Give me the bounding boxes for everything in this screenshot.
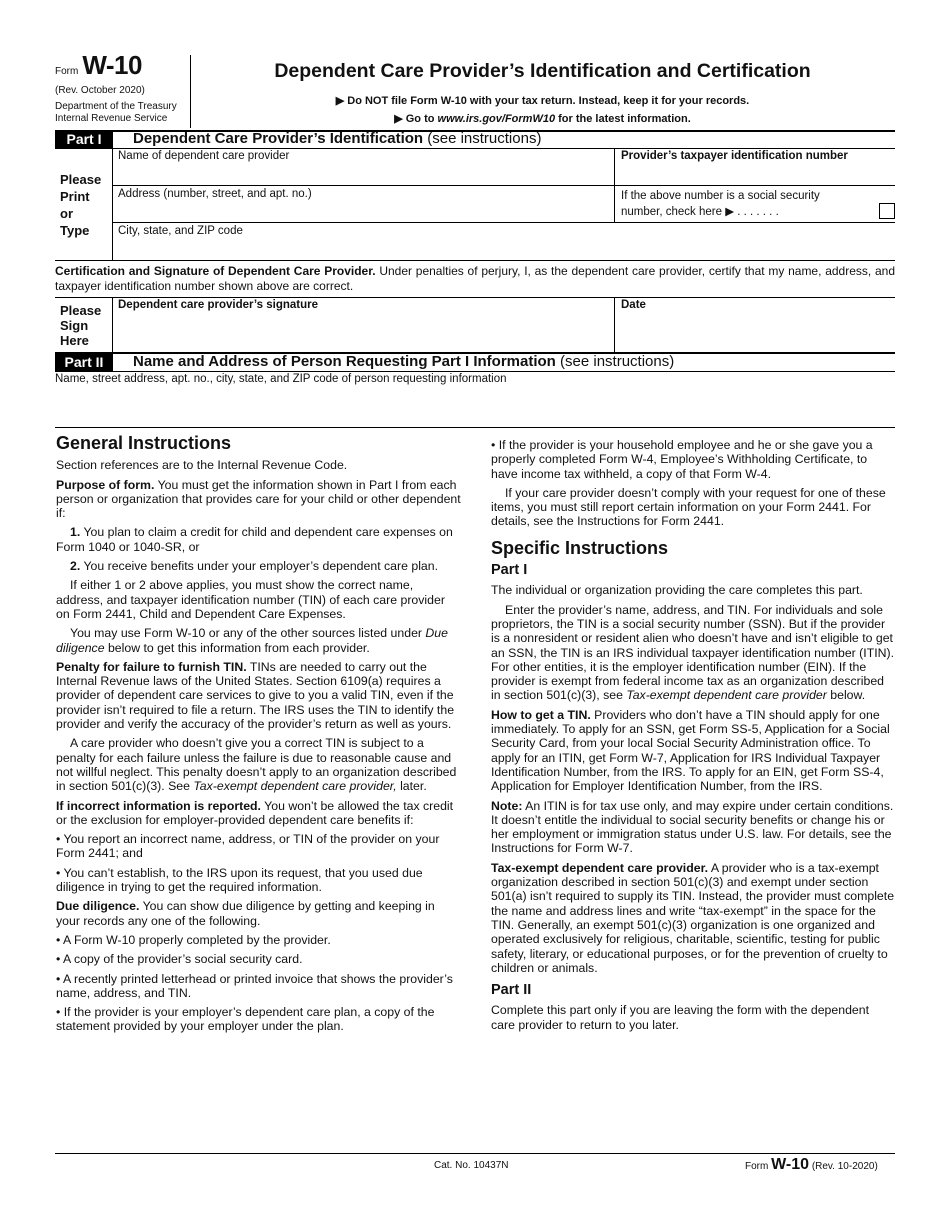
part2-title: [133, 353, 674, 370]
print-type-side-label: [60, 171, 101, 239]
instruction-prefix: ▶ Go to: [394, 113, 438, 125]
revision-date: (Rev. October 2020): [55, 85, 145, 96]
form-number: W-10: [82, 50, 142, 80]
side-word: Type: [60, 223, 90, 238]
instruction-suffix: for the latest information.: [555, 113, 691, 125]
ssn-checkbox[interactable]: [879, 203, 895, 219]
side-word: or: [60, 206, 73, 221]
bullet: • If the provider is your employer’s dependent care plan, a copy of the statement provided by your employer under the plan.: [56, 1005, 435, 1034]
part1-subheading: Part I: [491, 562, 528, 579]
incorrect-heading: If incorrect information is reported.: [56, 798, 261, 813]
item-number: 1.: [70, 525, 81, 540]
form-id-block: [55, 50, 190, 125]
side-word: Please: [60, 172, 102, 187]
provider-address-label: Address (number, street, and apt. no.): [118, 188, 312, 200]
footer-form-word: Form: [745, 1161, 769, 1172]
part2-title-note: (see instructions): [555, 353, 675, 370]
part1-title-text: Dependent Care Provider’s Identification: [133, 130, 424, 147]
complete-paragraph: Complete this part only if you are leaving the form with the dependent care provider to return to you later.: [491, 1003, 870, 1032]
provider-city-field[interactable]: [113, 223, 895, 260]
purpose-heading: Purpose of form.: [56, 477, 155, 492]
provider-tin-label: Provider’s taxpayer identification number: [621, 150, 848, 162]
catalog-number: Cat. No. 10437N: [434, 1160, 509, 1171]
header-instruction-1: ▶ Do NOT file Form W-10 with your tax return. Instead, keep it for your records.: [335, 95, 750, 107]
item-text: You receive benefits under your employer’s dependent care plan.: [80, 559, 439, 574]
purpose-text: You must get the information shown in Part I from each person or organization that provides care for your child or other dependent if:: [56, 477, 461, 521]
footer-rule: [55, 1153, 895, 1154]
side-word: Here: [60, 333, 89, 348]
incorrect-info-paragraph: [56, 799, 461, 828]
ssn-check-line-2: number, check here ▶ . . . . . . .: [621, 206, 779, 218]
requester-field[interactable]: [55, 372, 895, 426]
part1-title: [133, 130, 541, 147]
tax-exempt-text: A provider who is a tax-exempt organization described in section 501(c)(3) and exempt under section 501(a) isn’t required to supply its TIN. Instead, the provider must complete the name and address lines and write “tax-exempt” in the space for the TIN. Generally, an exempt 501(c)(3) organization is one organized and operated exclusively for religious, charitable, scientific, testing for public safety, literary, or educational purposes, or for the prevention of cruelty to children or animals.: [491, 860, 895, 975]
specific-instructions-heading: Specific Instructions: [491, 537, 669, 558]
note-text: An ITIN is for tax use only, and may expire under certain conditions. It doesn’t entitle the individual to social security benefits or change his or her employment or immigration status under U.S. law. For details, see the Instructions for Form W-7.: [491, 798, 894, 856]
part2-label: Part II: [55, 354, 113, 371]
irs-url-link[interactable]: www.irs.gov/FormW10: [437, 113, 556, 125]
text: You may use Form W-10 or any of the other sources listed under: [70, 626, 426, 641]
general-instructions-heading: General Instructions: [56, 433, 232, 453]
bullet: • You report an incorrect name, address, or TIN of the provider on your Form 2441; and: [56, 832, 440, 861]
rule: [55, 260, 895, 261]
header-instruction-2: [190, 112, 895, 125]
how-heading: How to get a TIN.: [491, 707, 591, 722]
enter-paragraph: [491, 603, 895, 703]
penalty-paragraph: [56, 660, 461, 731]
signature-label: Dependent care provider’s signature: [118, 299, 319, 311]
bullet: • A copy of the provider’s social security card.: [56, 952, 303, 967]
signature-field[interactable]: [113, 297, 614, 352]
text: below to get this information from each provider.: [104, 640, 370, 655]
penalty-heading: Penalty for failure to furnish TIN.: [56, 659, 247, 674]
dept-line-1: Department of the Treasury: [55, 101, 177, 112]
bullet: • If the provider is your household employee and he or she gave you a properly completed Form W-4, Employee’s Withholding Certificate, to have income tax withheld, a copy of that Form W-4.: [491, 438, 873, 481]
provider-tin-field[interactable]: [615, 148, 895, 185]
part1-label: Part I: [55, 131, 113, 148]
item-1: [56, 525, 461, 554]
sign-here-side-label: [60, 303, 101, 348]
italic-ref: Tax-exempt dependent care provider,: [193, 779, 397, 794]
bullet: • You can’t establish, to the IRS upon its request, that you used due diligence in trying to get the required information.: [56, 865, 423, 895]
date-label: Date: [621, 299, 646, 311]
text: Enter the provider’s name, address, and TIN. For individuals and sole proprietors, the TIN is a social security number (SSN). But if the provider is a nonresident or resident alien who doesn’t have and isn’t eligible to get an SSN, the TIN is an IRS individual taxpayer identification number (ITIN). For other entities, it is the employer identification number (EIN). If the provider is exempt from federal income tax as an organization described in section 501(c)(3), see: [491, 602, 895, 703]
certification-heading: Certification and Signature of Dependent Care Provider.: [55, 264, 376, 278]
item-text: You plan to claim a credit for child and dependent care expenses on Form 1040 or 1040-SR, or: [56, 525, 453, 554]
note-heading: Note:: [491, 798, 523, 813]
comply-paragraph: If your care provider doesn’t comply with your request for one of these items, you must still report certain information on your Form 2441. For details, see the Instructions for Form 2441.: [491, 485, 886, 529]
incorrect-text: You won’t be allowed the tax credit or the exclusion for employer-provided dependent care benefits if:: [56, 798, 454, 827]
dept-line-2: Internal Revenue Service: [55, 113, 168, 124]
provider-name-label: Name of dependent care provider: [118, 150, 290, 162]
care-provider-paragraph: [56, 736, 461, 793]
part1-title-note: (see instructions): [423, 130, 542, 147]
side-word: Please: [60, 303, 102, 318]
specific-instructions-column: [491, 438, 895, 1037]
individual-paragraph: The individual or organization providing the care completes this part.: [491, 583, 863, 598]
bullet: • A recently printed letterhead or printed invoice that shows the provider’s name, address, and TIN.: [56, 971, 453, 1000]
bullet: • A Form W-10 properly completed by the provider.: [56, 932, 331, 947]
footer-revision: (Rev. 10-2020): [811, 1161, 878, 1172]
footer-form-id: [745, 1156, 878, 1174]
general-instructions-column: [56, 433, 461, 1039]
how-to-get-tin-paragraph: [491, 708, 895, 794]
due-text: You can show due diligence by getting and keeping in your records any one of the following.: [56, 899, 435, 928]
form-title: Dependent Care Provider’s Identification and Certification: [274, 60, 811, 82]
certification-text: [55, 264, 895, 294]
date-field[interactable]: [615, 297, 895, 352]
rule: [55, 427, 895, 428]
tax-exempt-paragraph: [491, 861, 895, 975]
provider-city-label: City, state, and ZIP code: [118, 225, 243, 237]
requester-label: Name, street address, apt. no., city, state, and ZIP code of person requesting information: [55, 373, 507, 385]
side-word: Sign: [60, 318, 89, 333]
due-heading: Due diligence.: [56, 899, 140, 914]
text: below.: [826, 688, 866, 703]
provider-address-field[interactable]: [113, 186, 614, 222]
text: later.: [396, 779, 427, 794]
sections-paragraph: Section references are to the Internal Revenue Code.: [56, 458, 348, 473]
part2-title-text: Name and Address of Person Requesting Part I Information: [133, 353, 556, 370]
ssn-check-line-1: If the above number is a social security: [621, 190, 820, 202]
penalty-text: TINs are needed to carry out the Internal Revenue laws of the United States. Section 6109(a) requires a provider of dependent care services to give to you a valid TIN, even if the provider isn’t required to file a return. The IRS uses the TIN to identify the provider and verify the accuracy of the provider’s return as well as yours.: [56, 659, 455, 732]
provider-name-field[interactable]: [113, 148, 614, 185]
item-number: 2.: [70, 559, 81, 574]
item-2: [56, 559, 461, 573]
due-diligence-paragraph: [56, 899, 461, 928]
ssn-check-text: [621, 188, 873, 220]
may-use-paragraph: [56, 626, 461, 655]
italic-ref: Tax-exempt dependent care provider: [626, 688, 827, 703]
form-word: Form: [55, 66, 79, 77]
side-word: Print: [60, 189, 90, 204]
tax-exempt-heading: Tax-exempt dependent care provider.: [491, 860, 709, 875]
note-paragraph: [491, 799, 895, 856]
italic-ref: Due diligence: [56, 626, 448, 655]
part2-subheading: Part II: [491, 982, 532, 999]
certification-body: Under penalties of perjury, I, as the dependent care provider, certify that my name, address, and taxpayer identification number shown above are correct.: [55, 264, 895, 293]
text: A care provider who doesn’t give you a correct TIN is subject to a penalty for each failure unless the failure is due to reasonable cause and not willful neglect. This penalty doesn’t apply to an organization described in section 501(c)(3). See: [56, 736, 457, 794]
purpose-paragraph: [56, 478, 461, 521]
footer-form-number: W-10: [771, 1156, 810, 1173]
either-paragraph: If either 1 or 2 above applies, you must show the correct name, address, and taxpayer identification number (TIN) of each care provider on Form 2441, Child and Dependent Care Expenses.: [56, 578, 445, 621]
how-text: Providers who don’t have a TIN should apply for one immediately. To apply for an SSN, get Form SS-5, Application for a Social Security Card, from your local Social Security Administration office. To apply for an ITIN, get Form W-7, Application for IRS Individual Taxpayer Identification Number, from the IRS. To apply for an EIN, get Form SS-4, Application for Employer Identification Number, from the IRS.: [491, 707, 890, 794]
